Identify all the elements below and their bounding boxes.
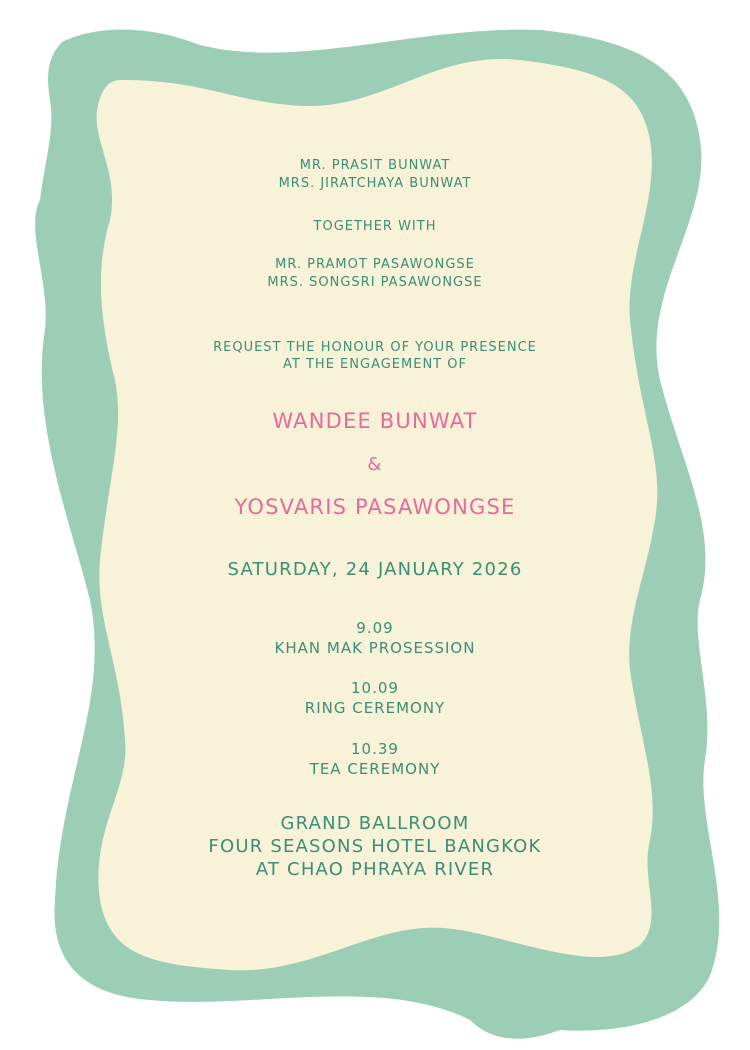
ampersand: & <box>367 454 383 475</box>
schedule-event: KHAN MAK PROSESSION <box>274 639 476 657</box>
request-line-2: AT THE ENGAGEMENT OF <box>283 357 467 372</box>
venue-hotel: FOUR SEASONS HOTEL BANGKOK <box>208 836 542 857</box>
bride-mother: MRS. JIRATCHAYA BUNWAT <box>278 176 472 191</box>
bride-name: WANDEE BUNWAT <box>272 409 478 433</box>
schedule-time: 10.39 <box>351 740 399 758</box>
request-line-1: REQUEST THE HONOUR OF YOUR PRESENCE <box>213 340 537 355</box>
schedule-time: 10.09 <box>351 679 399 697</box>
bride-father: MR. PRASIT BUNWAT <box>299 158 451 173</box>
schedule-event: TEA CEREMONY <box>309 760 441 778</box>
venue-room: GRAND BALLROOM <box>280 813 470 834</box>
groom-name: YOSVARIS PASAWONGSE <box>234 495 516 519</box>
event-date: SATURDAY, 24 JANUARY 2026 <box>227 559 523 580</box>
venue-location: AT CHAO PHRAYA RIVER <box>255 859 495 880</box>
groom-father: MR. PRAMOT PASAWONGSE <box>275 257 475 272</box>
together-with: TOGETHER WITH <box>313 219 437 234</box>
schedule-time: 9.09 <box>356 619 394 637</box>
invitation-text <box>150 0 600 1050</box>
groom-mother: MRS. SONGSRI PASAWONGSE <box>267 275 483 290</box>
schedule-event: RING CEREMONY <box>304 699 446 717</box>
